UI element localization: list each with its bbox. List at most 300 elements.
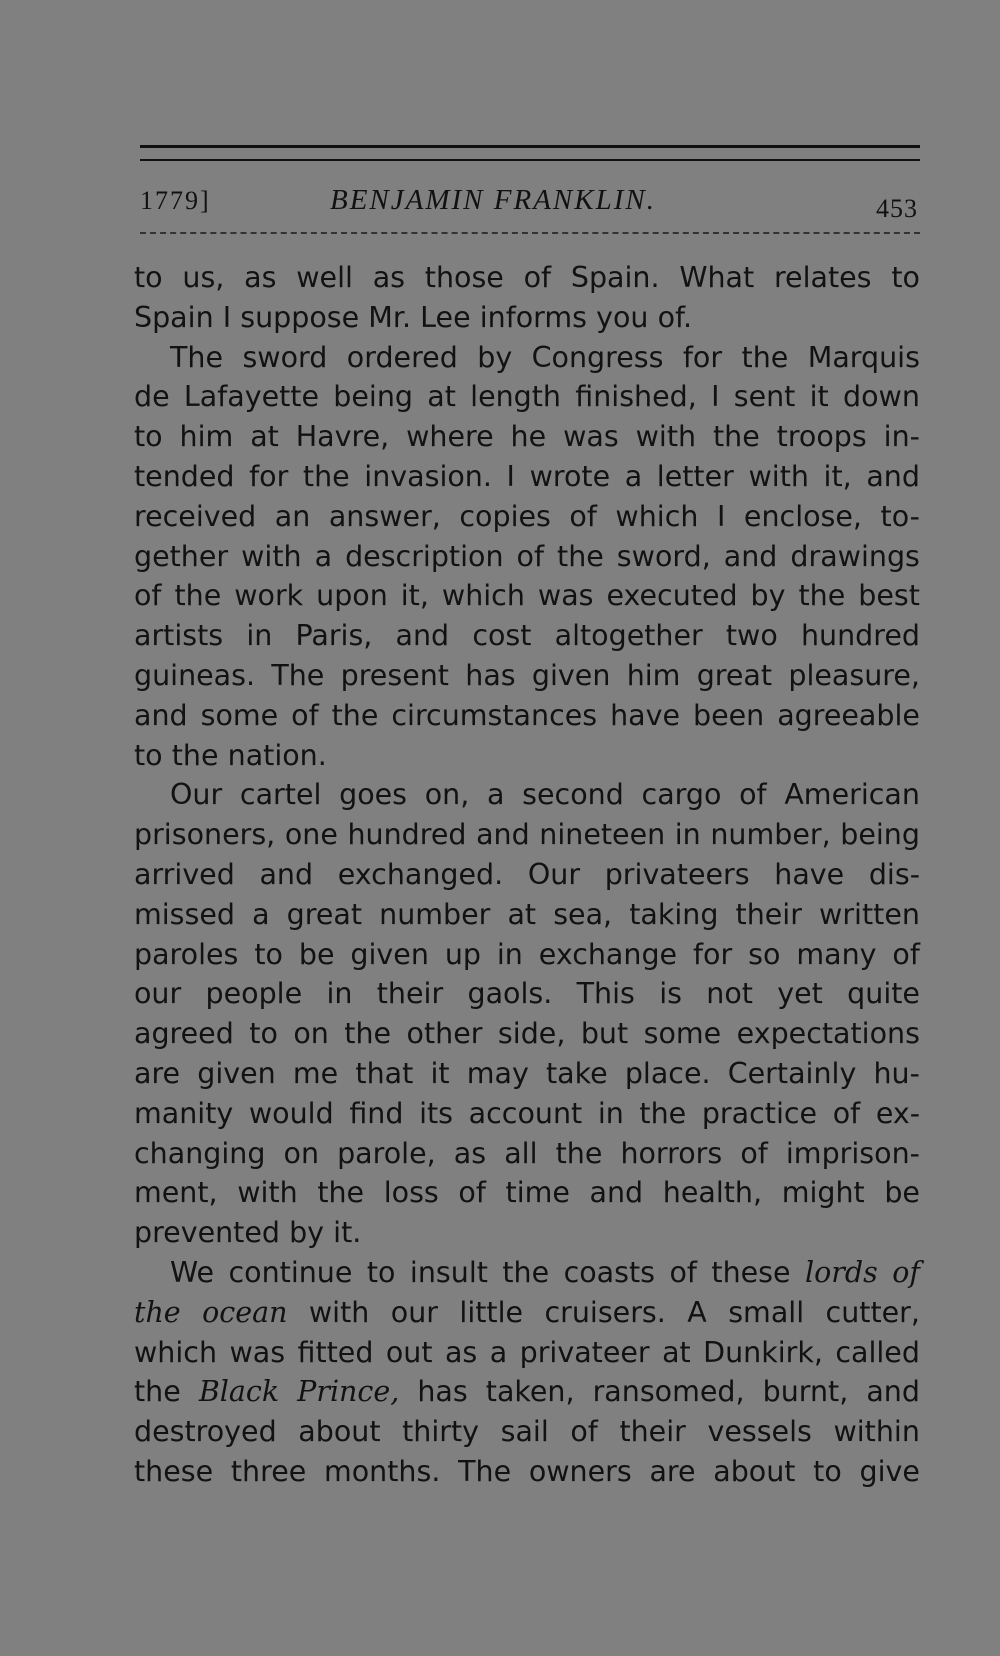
text-line	[134, 1372, 920, 1412]
word: Mr.	[368, 300, 412, 334]
word: tended	[134, 459, 235, 493]
word: written	[819, 897, 920, 931]
word: cargo	[641, 778, 722, 812]
word: the	[317, 1176, 365, 1210]
word: the	[331, 698, 379, 732]
word: are	[649, 1454, 696, 1488]
word: within	[833, 1415, 920, 1449]
word: the	[741, 340, 789, 374]
text-line	[134, 457, 920, 497]
word: for	[693, 937, 733, 971]
word: The	[458, 1454, 512, 1488]
header-rule-second	[140, 159, 920, 161]
word: our	[390, 1295, 438, 1329]
text-line	[134, 855, 920, 895]
word: A	[687, 1295, 707, 1329]
word: a	[487, 778, 505, 812]
body-text	[134, 258, 920, 1492]
word: a	[314, 539, 333, 573]
word: in	[496, 937, 523, 971]
word: upon	[316, 579, 388, 613]
word: enclose,	[743, 499, 862, 533]
word: at	[507, 897, 537, 931]
word: of	[669, 1255, 697, 1289]
word: all	[504, 1136, 538, 1170]
word: Certainly	[727, 1056, 857, 1090]
word: of	[570, 1415, 598, 1449]
word: finished,	[575, 380, 697, 414]
word: given	[350, 937, 429, 971]
word: great	[286, 897, 363, 931]
word: take	[545, 1056, 608, 1090]
text-line	[134, 1253, 920, 1293]
word: at	[662, 1335, 691, 1369]
word: and	[134, 698, 188, 732]
word: three	[230, 1454, 307, 1488]
word: health,	[662, 1176, 763, 1210]
word: informs	[479, 300, 587, 334]
word: of	[739, 778, 767, 812]
word: goes	[339, 778, 408, 812]
word: exchanged.	[337, 857, 504, 891]
word: to	[134, 261, 163, 294]
word: is	[659, 977, 682, 1011]
word: small	[728, 1295, 805, 1329]
running-title: BENJAMIN FRANKLIN.	[330, 184, 656, 216]
word: ex-	[875, 1096, 920, 1130]
word: be	[298, 937, 335, 971]
word: but	[580, 1017, 629, 1051]
word: of	[832, 1096, 861, 1130]
word: second	[522, 778, 624, 812]
word: Our	[527, 857, 581, 891]
word: has	[465, 658, 516, 692]
word: of	[291, 698, 319, 732]
word: yet	[777, 977, 823, 1011]
header-year: 1779]	[140, 186, 211, 215]
word: be	[884, 1176, 920, 1210]
word: Black	[198, 1375, 280, 1409]
word: This	[576, 977, 635, 1011]
word: about	[713, 1454, 796, 1488]
word: about	[298, 1415, 381, 1449]
word: Lafayette	[183, 380, 320, 414]
word: de	[134, 380, 170, 414]
word: cruisers.	[544, 1295, 666, 1329]
word: I	[222, 300, 232, 334]
word: to	[891, 261, 920, 294]
word: I	[506, 459, 515, 493]
word: ordered	[346, 340, 458, 374]
word: little	[459, 1295, 524, 1329]
word: as	[444, 1335, 478, 1369]
word: give	[859, 1454, 920, 1488]
word: Havre,	[295, 420, 390, 454]
word: one	[284, 818, 338, 852]
word: their	[619, 1415, 686, 1449]
text-line	[134, 696, 920, 736]
word: burnt,	[762, 1375, 849, 1409]
word: being	[333, 380, 413, 414]
word: these	[134, 1454, 214, 1488]
word: I	[716, 499, 726, 533]
word: to	[134, 420, 163, 454]
word: time	[505, 1176, 570, 1210]
word: was	[537, 579, 594, 613]
word: Congress	[531, 340, 664, 374]
header-rule-top	[140, 145, 920, 148]
word: altogether	[554, 619, 703, 653]
word: gether	[134, 539, 229, 573]
word: months.	[323, 1454, 441, 1488]
word: for	[682, 340, 723, 374]
word: on,	[424, 778, 470, 812]
word: on	[283, 1136, 320, 1170]
word: answer,	[328, 499, 441, 533]
word: wrote	[529, 459, 611, 493]
word: of	[740, 1136, 768, 1170]
word: continue	[228, 1255, 353, 1289]
word: description	[345, 539, 504, 573]
word: it.	[333, 1216, 362, 1250]
text-line	[134, 417, 920, 457]
word: nineteen	[539, 818, 666, 852]
word: ment,	[134, 1176, 218, 1210]
word: executed	[606, 579, 738, 613]
word: at	[250, 420, 279, 454]
text-line	[134, 775, 920, 815]
text-line	[134, 338, 920, 378]
word: drawings	[790, 539, 920, 573]
word: in-	[883, 420, 920, 454]
word: their	[735, 897, 802, 931]
word: Paris,	[295, 619, 373, 653]
word: hundred	[800, 619, 920, 653]
word: paroles	[134, 937, 239, 971]
word: it	[809, 380, 829, 414]
word: troops	[776, 420, 867, 454]
word: We	[170, 1255, 215, 1289]
word: of.	[657, 300, 693, 334]
word: down	[842, 380, 920, 414]
word: Spain	[134, 300, 214, 334]
word: the	[344, 1017, 392, 1051]
word: in	[597, 1096, 624, 1130]
word: out	[385, 1335, 433, 1369]
word: its	[419, 1096, 454, 1130]
word: being	[840, 818, 920, 852]
word: length	[470, 380, 561, 414]
word: arrived	[134, 857, 235, 891]
word: sword,	[616, 539, 711, 573]
word: the	[798, 579, 846, 613]
word: in	[326, 977, 353, 1011]
word: the	[639, 1096, 687, 1130]
word: and	[395, 619, 450, 653]
word: taken,	[485, 1375, 575, 1409]
word: owners	[528, 1454, 632, 1488]
word: and	[723, 539, 778, 573]
word: to	[249, 1017, 278, 1051]
word: cutter,	[825, 1295, 920, 1329]
word: sent	[733, 380, 796, 414]
text-line	[134, 298, 920, 338]
word: to	[366, 1255, 396, 1289]
word: Dunkirk,	[703, 1335, 823, 1369]
word: our	[134, 977, 182, 1011]
word: the	[557, 539, 604, 573]
word: with	[241, 539, 302, 573]
word: quite	[847, 977, 920, 1011]
word: it,	[823, 459, 852, 493]
word: and	[589, 1176, 644, 1210]
word: well	[296, 261, 353, 294]
word: vessels	[707, 1415, 812, 1449]
word: as	[244, 261, 277, 294]
word: number	[379, 897, 491, 931]
word: the	[171, 738, 219, 772]
word: not	[706, 977, 753, 1011]
word: work	[234, 579, 304, 613]
text-line	[134, 815, 920, 855]
word: in	[246, 619, 273, 653]
word: sword	[242, 340, 328, 374]
word: with	[748, 459, 809, 493]
word: and	[259, 857, 314, 891]
word: Spain.	[570, 261, 660, 294]
text-line	[134, 1333, 920, 1373]
word: ransomed,	[592, 1375, 745, 1409]
word: some	[643, 1017, 722, 1051]
word: Marquis	[807, 340, 920, 374]
word: me	[292, 1056, 339, 1090]
word: Lee	[420, 300, 471, 334]
word: as	[372, 261, 406, 294]
word: great	[696, 658, 773, 692]
word: where	[406, 420, 494, 454]
text-line	[134, 1293, 920, 1333]
word: circumstances	[391, 698, 598, 732]
word: ocean	[202, 1295, 288, 1329]
text-line	[134, 1014, 920, 1054]
word: Our	[170, 778, 223, 812]
word: lords	[804, 1255, 878, 1289]
word: their	[376, 977, 444, 1011]
word: imprison-	[785, 1136, 920, 1170]
word: to	[813, 1454, 842, 1488]
word: thirty	[402, 1415, 480, 1449]
word: agreed	[134, 1017, 234, 1051]
word: letter	[656, 459, 734, 493]
word: and	[476, 818, 530, 852]
word: coasts	[563, 1255, 656, 1289]
word: would	[248, 1096, 334, 1130]
text-line	[134, 656, 920, 696]
word: which	[615, 499, 699, 533]
text-line	[134, 576, 920, 616]
word: a	[624, 459, 643, 493]
word: missed	[134, 897, 236, 931]
word: of	[892, 1255, 920, 1289]
word: an	[274, 499, 311, 533]
word: prisoners,	[134, 818, 276, 852]
word: so	[748, 937, 781, 971]
word: the	[712, 420, 760, 454]
word: horrors	[620, 1136, 723, 1170]
word: gaols.	[467, 977, 553, 1011]
word: it,	[400, 579, 429, 613]
word: have	[610, 698, 681, 732]
word: up	[444, 937, 481, 971]
text-line	[134, 736, 920, 776]
word: manity	[134, 1096, 234, 1130]
text-line	[134, 377, 920, 417]
word: has	[417, 1375, 468, 1409]
word: which	[134, 1335, 218, 1369]
word: to-	[880, 499, 920, 533]
word: the	[502, 1255, 550, 1289]
word: for	[249, 459, 289, 493]
word: artists	[134, 619, 224, 653]
word: The	[271, 658, 325, 692]
word: and	[866, 1375, 920, 1409]
text-line	[134, 537, 920, 577]
word: received	[134, 499, 257, 533]
word: of	[523, 261, 552, 294]
text-line	[134, 1134, 920, 1174]
word: called	[835, 1335, 920, 1369]
word: the	[174, 579, 222, 613]
word: invasion.	[364, 459, 492, 493]
word: many	[796, 937, 877, 971]
text-line	[134, 1412, 920, 1452]
word: of	[134, 579, 162, 613]
running-header	[140, 180, 920, 223]
word: The	[170, 340, 224, 374]
word: by	[289, 1216, 325, 1250]
word: dis-	[868, 857, 920, 891]
word: might	[781, 1176, 865, 1210]
word: sail	[500, 1415, 549, 1449]
word: side,	[497, 1017, 566, 1051]
word: these	[711, 1255, 791, 1289]
word: may	[466, 1056, 529, 1090]
word: us,	[182, 261, 225, 294]
word: I	[711, 380, 720, 414]
word: it	[430, 1056, 450, 1090]
word: cartel	[239, 778, 322, 812]
word: find	[349, 1096, 404, 1130]
text-line	[134, 1173, 920, 1213]
word: are	[134, 1056, 181, 1090]
word: prevented	[134, 1216, 280, 1250]
word: American	[784, 778, 920, 812]
word: on	[293, 1017, 329, 1051]
word: place.	[624, 1056, 711, 1090]
word: taking	[629, 897, 719, 931]
word: by	[477, 340, 513, 374]
word: to	[254, 937, 283, 971]
word: best	[858, 579, 920, 613]
word: guineas.	[134, 658, 256, 692]
word: a	[489, 1335, 508, 1369]
word: destroyed	[134, 1415, 277, 1449]
word: was	[229, 1335, 286, 1369]
text-line	[134, 1094, 920, 1134]
word: hundred	[347, 818, 467, 852]
word: practice	[701, 1096, 818, 1130]
text-line	[134, 1452, 920, 1492]
word: Prince,	[297, 1375, 400, 1409]
word: other	[406, 1017, 483, 1051]
header-rule-bottom	[140, 232, 920, 234]
word: sea,	[553, 897, 613, 931]
word: suppose	[240, 300, 360, 334]
word: privateers	[604, 857, 750, 891]
word: which	[441, 579, 525, 613]
word: exchange	[538, 937, 678, 971]
word: cost	[472, 619, 532, 653]
word: he	[510, 420, 547, 454]
word: changing	[134, 1136, 266, 1170]
word: privateer	[519, 1335, 650, 1369]
word: some	[200, 698, 279, 732]
page-number: 453	[876, 194, 918, 223]
word: with	[237, 1176, 298, 1210]
word: people	[205, 977, 303, 1011]
word: present	[340, 658, 449, 692]
word: was	[563, 420, 619, 454]
word: of	[458, 1176, 486, 1210]
word: relates	[773, 261, 872, 294]
word: the	[555, 1136, 603, 1170]
word: fitted	[297, 1335, 374, 1369]
text-line	[134, 1213, 920, 1253]
word: those	[424, 261, 504, 294]
word: of	[892, 937, 920, 971]
word: agreeable	[777, 698, 920, 732]
word: with	[308, 1295, 370, 1329]
text-line	[134, 895, 920, 935]
word: him	[626, 658, 681, 692]
word: him	[179, 420, 234, 454]
word: at	[427, 380, 456, 414]
word: with	[635, 420, 697, 454]
word: given	[531, 658, 611, 692]
word: nation.	[227, 738, 327, 772]
word: been	[693, 698, 765, 732]
word: What	[679, 261, 755, 294]
word: two	[725, 619, 778, 653]
word: copies	[459, 499, 551, 533]
word: pleasure,	[788, 658, 920, 692]
word: account	[468, 1096, 583, 1130]
word: number,	[710, 818, 831, 852]
text-line	[134, 616, 920, 656]
word: the	[302, 459, 350, 493]
text-line	[134, 1054, 920, 1094]
word: hu-	[873, 1056, 920, 1090]
word: expectations	[736, 1017, 920, 1051]
word: in	[674, 818, 701, 852]
text-line	[134, 497, 920, 537]
word: of	[569, 499, 597, 533]
word: loss	[383, 1176, 439, 1210]
text-line	[134, 258, 920, 298]
word: and	[866, 459, 920, 493]
word: of	[516, 539, 545, 573]
word: the	[134, 1295, 181, 1329]
